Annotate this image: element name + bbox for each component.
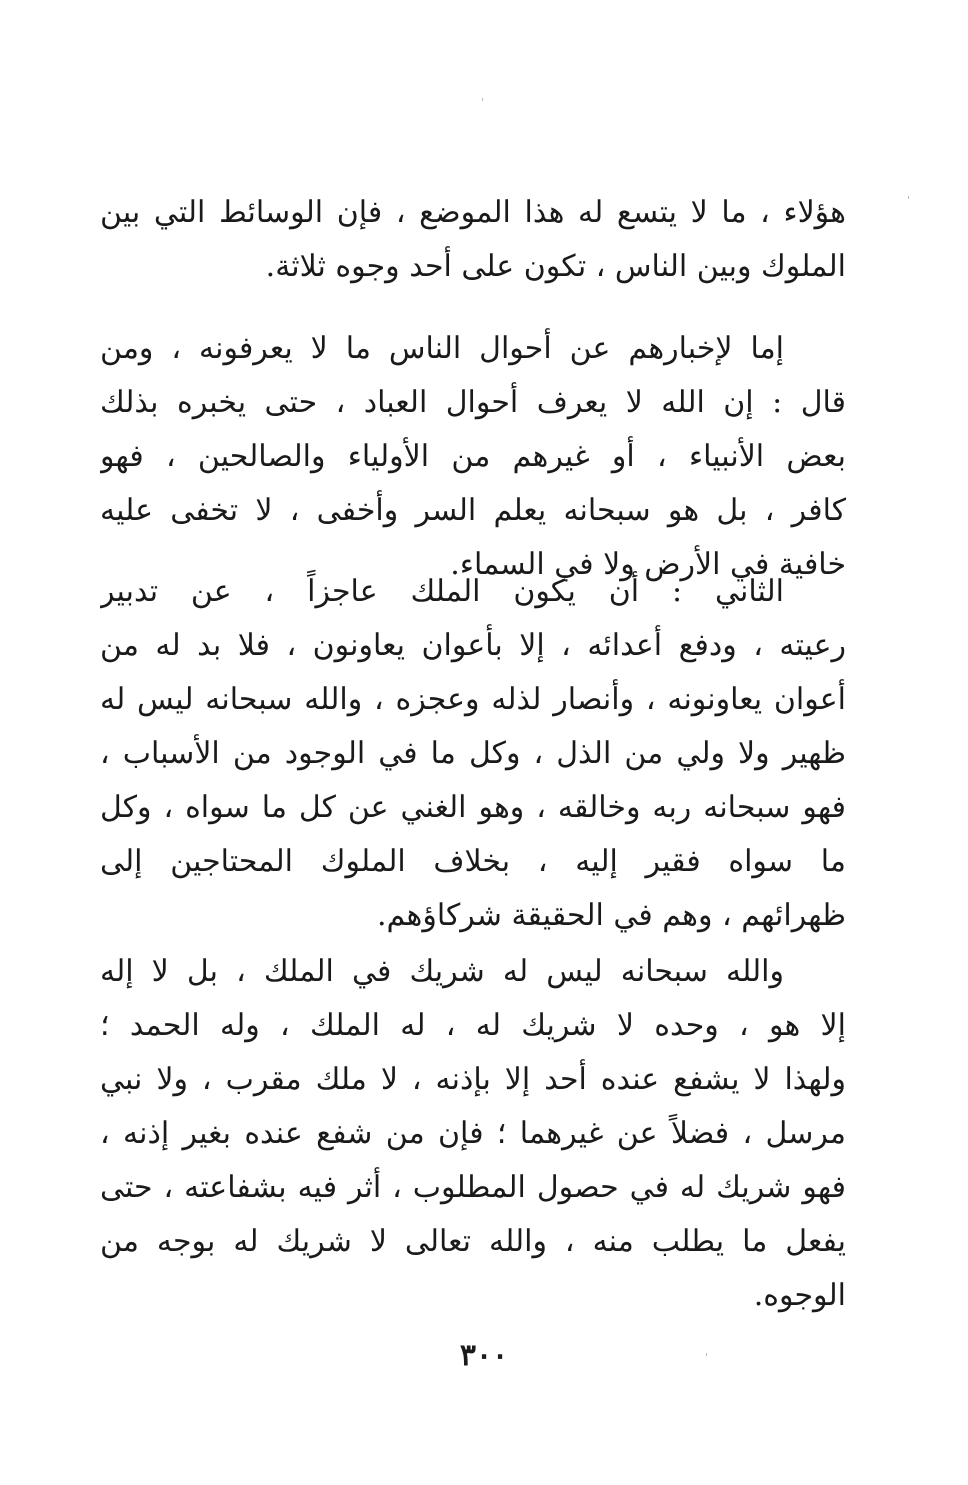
text-line: الثاني : أن يكون الملك عاجزاً ، عن تدبير [100,574,784,609]
text-line: فهو سبحانه ربه وخالقه ، وهو الغني عن كل ما سواه ، وكل [100,790,846,825]
text-line: بعض الأنبياء ، أو غيرهم من الأولياء والصالحين ، فهو [100,439,846,474]
page-number: ٣٠٠ [459,1338,509,1373]
paragraph-2 [100,322,846,592]
text-line: هؤلاء ، ما لا يتسع له هذا الموضع ، فإن الوسائط التي بين [100,195,846,230]
text-line: ظهير ولا ولي من الذل ، وكل ما في الوجود من الأسباب ، [100,736,846,771]
text-line: ظهرائهم ، وهم في الحقيقة شركاؤهم. [377,898,846,933]
text-line: الوجوه. [753,1278,846,1313]
text-line: رعيته ، ودفع أعدائه ، إلا بأعوان يعاونون ، فلا بد له من [100,628,846,663]
paragraph-1 [100,186,846,294]
text-line: إلا هو ، وحده لا شريك له ، له الملك ، وله الحمد ؛ [100,1008,846,1043]
text-line: الملوك وبين الناس ، تكون على أحد وجوه ثلاثة. [265,249,846,284]
text-line: قال : إن الله لا يعرف أحوال العباد ، حتى يخبره بذلك [100,385,846,420]
scan-speck [482,98,483,101]
scan-speck [908,196,909,199]
text-line: ولهذا لا يشفع عنده أحد إلا بإذنه ، لا ملك مقرب ، ولا نبي [100,1062,846,1097]
text-line: مرسل ، فضلاً عن غيرهما ؛ فإن من شفع عنده بغير إذنه ، [100,1116,846,1151]
text-line: أعوان يعاونونه ، وأنصار لذله وعجزه ، والله سبحانه ليس له [100,682,846,717]
paragraph-4 [100,945,846,1323]
paragraph-3 [100,565,846,943]
text-line: فهو شريك له في حصول المطلوب ، أثر فيه بشفاعته ، حتى [100,1170,846,1205]
text-line: كافر ، بل هو سبحانه يعلم السر وأخفى ، لا تخفى عليه [100,493,846,528]
text-line: خافية في الأرض ولا في السماء. [450,547,846,582]
text-line: إما لإخبارهم عن أحوال الناس ما لا يعرفونه ، ومن [100,331,784,366]
text-line: ما سواه فقير إليه ، بخلاف الملوك المحتاجين إلى [100,844,846,879]
text-line: والله سبحانه ليس له شريك في الملك ، بل لا إله [100,954,784,989]
text-line: يفعل ما يطلب منه ، والله تعالى لا شريك له بوجه من [100,1224,846,1259]
